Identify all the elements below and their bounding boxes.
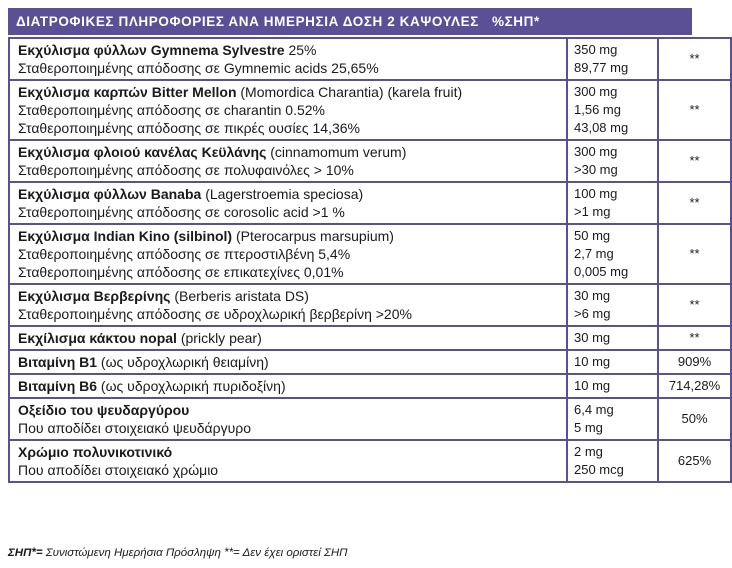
rda-cell: [658, 284, 731, 326]
amount-cell: [567, 224, 658, 284]
ingredient-name: Βιταμίνη Β6: [18, 378, 98, 394]
ingredient-standardization: Σταθεροποιημένης απόδοσης σε επικατεχίνες 0,01%: [18, 264, 344, 280]
ingredient-cell: [9, 80, 567, 140]
amount-value: 2,7 mg: [574, 246, 614, 261]
ingredient-standardization: Σταθεροποιημένης απόδοσης σε Gymnemic acids 25,65%: [18, 60, 379, 76]
rda-cell: [658, 182, 731, 224]
ingredient-cell: [9, 350, 567, 374]
ingredient-name-detail: (ως υδροχλωρική θειαμίνη): [97, 354, 269, 370]
ingredient-cell: [9, 140, 567, 182]
rda-value: 714,28%: [668, 378, 721, 393]
header-pct-label: %ΣΗΠ*: [491, 14, 540, 29]
ingredient-cell: [9, 224, 567, 284]
amount-value: 10 mg: [574, 378, 611, 393]
ingredient-name: Εκχύλισμα φύλλων Gymnema Sylvestre: [18, 42, 285, 58]
ingredient-name-detail: (Lagerstroemia speciosa): [201, 186, 364, 202]
footnote-key-rda: ΣΗΠ*=: [8, 547, 43, 559]
amount-value: 50 mg: [574, 228, 611, 243]
amount-value: 30 mg: [574, 330, 611, 345]
amount-cell: [567, 440, 658, 482]
table-row: [9, 182, 731, 224]
amount-value: 100 mg: [574, 186, 618, 201]
ingredient-name-line: [18, 41, 558, 59]
amount-value: 300 mg: [574, 84, 618, 99]
ingredient-cell: [9, 440, 567, 482]
ingredient-cell: [9, 374, 567, 398]
table-row: [9, 80, 731, 140]
rda-cell: [658, 440, 731, 482]
ingredient-cell: [9, 38, 567, 80]
ingredient-name-line: [18, 83, 558, 101]
ingredient-standardization: Που αποδίδει στοιχειακό χρώμιο: [18, 462, 219, 478]
ingredient-name: Εκχύλισμα Indian Kino (silbinol): [18, 228, 233, 244]
rda-value: **: [689, 330, 700, 345]
amount-value: 30 mg: [574, 288, 611, 303]
ingredient-name-line: [18, 377, 558, 395]
amount-value: 10 mg: [574, 354, 611, 369]
amount-cell: [567, 140, 658, 182]
rda-cell: [658, 38, 731, 80]
amount-value: 5 mg: [574, 420, 603, 435]
ingredient-name-detail: (prickly pear): [176, 330, 262, 346]
table-row: [9, 140, 731, 182]
ingredient-name: Εκχύλισμα καρπών Bitter Mellon: [18, 84, 237, 100]
ingredient-cell: [9, 398, 567, 440]
rda-cell: [658, 374, 731, 398]
ingredient-name-line: [18, 185, 558, 203]
ingredient-name-line: [18, 227, 558, 245]
rda-value: **: [689, 51, 700, 66]
ingredient-name-detail: (ως υδροχλωρική πυριδοξίνη): [97, 378, 286, 394]
ingredient-standardization: Σταθεροποιημένης απόδοσης σε corosolic acid >1 %: [18, 204, 345, 220]
amount-value: 250 mcg: [574, 462, 624, 477]
table-row: [9, 374, 731, 398]
rda-value: **: [689, 246, 700, 261]
ingredient-cell: [9, 326, 567, 350]
rda-value: **: [689, 153, 700, 168]
rda-value: 50%: [681, 411, 708, 426]
rda-value: **: [689, 297, 700, 312]
ingredient-name: Βιταμίνη Β1: [18, 354, 98, 370]
ingredient-name-line: [18, 329, 558, 347]
amount-value: 300 mg: [574, 144, 618, 159]
ingredient-standardization: Σταθεροποιημένης απόδοσης σε υδροχλωρική βερβερίνη >20%: [18, 306, 412, 322]
amount-cell: [567, 398, 658, 440]
ingredient-standardization: Σταθεροποιημένης απόδοσης σε πτεροστιλβένη 5,4%: [18, 246, 351, 262]
rda-cell: [658, 326, 731, 350]
amount-value: >30 mg: [574, 162, 618, 177]
ingredient-name-detail: (Berberis aristata DS): [170, 288, 309, 304]
footnote-text-rda: Συνιστώμενη Ημερήσια Πρόσληψη: [42, 547, 225, 559]
nutrition-table: [8, 37, 732, 483]
amount-cell: [567, 80, 658, 140]
ingredient-name-detail: (Momordica Charantia) (karela fruit): [236, 84, 463, 100]
ingredient-name: Χρώμιο πολυνικοτινικό: [18, 444, 173, 460]
ingredient-name-line: [18, 287, 558, 305]
ingredient-name: Εκχίλισμα κάκτου nopal: [18, 330, 177, 346]
amount-value: 350 mg: [574, 42, 618, 57]
table-row: [9, 224, 731, 284]
ingredient-name: Εκχύλισμα φύλλων Banaba: [18, 186, 202, 202]
amount-value: 89,77 mg: [574, 60, 629, 75]
amount-cell: [567, 350, 658, 374]
ingredient-name: Εκχύλισμα φλοιού κανέλας Κεϋλάνης: [18, 144, 267, 160]
rda-cell: [658, 80, 731, 140]
footnote-text-undefined: Δεν έχει οριστεί ΣΗΠ: [239, 547, 348, 559]
ingredient-name-line: [18, 443, 558, 461]
amount-value: >1 mg: [574, 204, 611, 219]
ingredient-name-line: [18, 143, 558, 161]
ingredient-name-line: [18, 401, 558, 419]
rda-value: **: [689, 195, 700, 210]
rda-cell: [658, 224, 731, 284]
rda-cell: [658, 140, 731, 182]
amount-value: 1,56 mg: [574, 102, 621, 117]
ingredient-cell: [9, 182, 567, 224]
ingredient-name-detail: 25%: [284, 42, 317, 58]
amount-value: 43,08 mg: [574, 120, 629, 135]
amount-cell: [567, 38, 658, 80]
ingredient-standardization: Που αποδίδει στοιχειακό ψευδάργυρο: [18, 420, 252, 436]
amount-cell: [567, 326, 658, 350]
amount-value: >6 mg: [574, 306, 611, 321]
table-row: [9, 440, 731, 482]
rda-value: 625%: [677, 453, 712, 468]
table-row: [9, 326, 731, 350]
rda-cell: [658, 350, 731, 374]
ingredient-standardization: Σταθεροποιημένης απόδοσης σε πικρές ουσίες 14,36%: [18, 120, 360, 136]
rda-cell: [658, 398, 731, 440]
table-header: [8, 8, 692, 35]
ingredient-name: Οξείδιο του ψευδαργύρου: [18, 402, 190, 418]
table-row: [9, 38, 731, 80]
header-title: ΔΙΑΤΡΟΦΙΚΕΣ ΠΛΗΡΟΦΟΡΙΕΣ ΑΝΑ ΗΜΕΡΗΣΙΑ ΔΟΣΗ 2 ΚΑΨΟΥΛΕΣ: [16, 14, 479, 29]
ingredient-standardization: Σταθεροποιημένης απόδοσης σε charantin 0.52%: [18, 102, 325, 118]
amount-value: 2 mg: [574, 444, 603, 459]
amount-cell: [567, 182, 658, 224]
amount-cell: [567, 374, 658, 398]
rda-value: **: [689, 102, 700, 117]
table-row: [9, 398, 731, 440]
table-row: [9, 284, 731, 326]
amount-value: 6,4 mg: [574, 402, 614, 417]
ingredient-standardization: Σταθεροποιημένης απόδοσης σε πολυφαινόλες > 10%: [18, 162, 354, 178]
ingredient-name-detail: (cinnamomum verum): [266, 144, 407, 160]
table-row: [9, 350, 731, 374]
ingredient-name-detail: (Pterocarpus marsupium): [232, 228, 394, 244]
ingredient-name-line: [18, 353, 558, 371]
footnote: [8, 547, 348, 559]
rda-value: 909%: [677, 354, 712, 369]
amount-value: 0,005 mg: [574, 264, 629, 279]
ingredient-cell: [9, 284, 567, 326]
amount-cell: [567, 284, 658, 326]
footnote-key-undefined: **=: [224, 547, 240, 559]
ingredient-name: Εκχύλισμα Βερβερίνης: [18, 288, 171, 304]
